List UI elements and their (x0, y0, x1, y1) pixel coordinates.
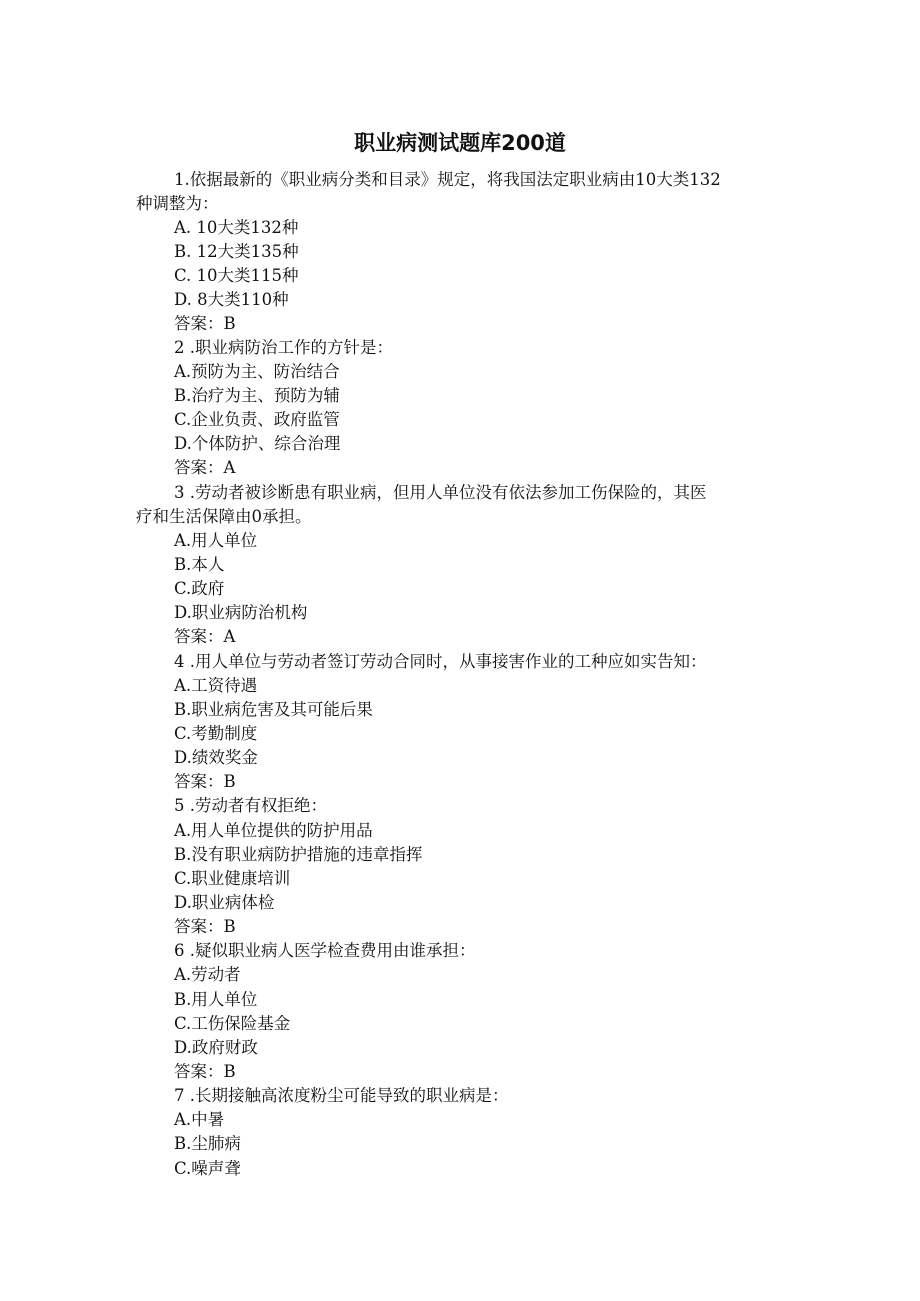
q1-option-a: A. 10大类132种 (174, 218, 299, 237)
q7-stem: 7 .长期接触高浓度粉尘可能导致的职业病是： (174, 1086, 509, 1105)
q7-option-c: C.噪声聋 (174, 1159, 241, 1178)
document-title: 职业病测试题库200道 (354, 131, 566, 155)
q4-option-b: B.职业病危害及其可能后果 (174, 700, 373, 719)
q1-option-d: D. 8大类110种 (174, 290, 289, 309)
q6-answer: 答案：B (174, 1062, 236, 1081)
q4-option-c: C.考勤制度 (174, 724, 258, 743)
q2-option-c: C.企业负责、政府监管 (174, 410, 340, 429)
q5-option-d: D.职业病体检 (174, 893, 275, 912)
q3-option-a: A.用人单位 (174, 531, 258, 550)
q3-stem-line1: 3 .劳动者被诊断患有职业病，但用人单位没有依法参加工伤保险的，其医 (174, 483, 707, 502)
q2-option-d: D.个体防护、综合治理 (174, 434, 341, 453)
q5-option-a: A.用人单位提供的防护用品 (174, 821, 373, 840)
q2-answer: 答案：A (174, 458, 236, 477)
q3-answer: 答案：A (174, 627, 236, 646)
q4-option-a: A.工资待遇 (174, 676, 258, 695)
q1-stem-line1: 1.依据最新的《职业病分类和目录》规定，将我国法定职业病由10大类132 (174, 170, 721, 189)
q5-option-c: C.职业健康培训 (174, 869, 291, 888)
q2-stem: 2 .职业病防治工作的方针是： (174, 338, 393, 357)
q6-option-b: B.用人单位 (174, 990, 258, 1009)
q5-answer: 答案：B (174, 917, 236, 936)
q2-option-a: A.预防为主、防治结合 (174, 362, 340, 381)
q7-option-a: A.中暑 (174, 1110, 225, 1129)
q3-stem-line2: 疗和生活保障由0承担。 (136, 507, 312, 526)
q1-answer: 答案：B (174, 314, 236, 333)
q3-option-c: C.政府 (174, 579, 225, 598)
q1-option-c: C. 10大类115种 (174, 266, 299, 285)
q6-option-d: D.政府财政 (174, 1038, 258, 1057)
q6-option-a: A.劳动者 (174, 965, 241, 984)
q6-stem: 6 .疑似职业病人医学检查费用由谁承担： (174, 941, 476, 960)
q6-option-c: C.工伤保险基金 (174, 1014, 291, 1033)
q1-option-b: B. 12大类135种 (174, 242, 299, 261)
q5-stem: 5 .劳动者有权拒绝： (174, 796, 327, 815)
q2-option-b: B.治疗为主、预防为辅 (174, 386, 340, 405)
q1-stem-line2: 种调整为： (136, 194, 219, 213)
q5-option-b: B.没有职业病防护措施的违章指挥 (174, 845, 423, 864)
q3-option-d: D.职业病防治机构 (174, 603, 308, 622)
q4-stem: 4 .用人单位与劳动者签订劳动合同时，从事接害作业的工种应如实告知： (174, 652, 707, 671)
q4-option-d: D.绩效奖金 (174, 748, 258, 767)
q3-option-b: B.本人 (174, 555, 225, 574)
q4-answer: 答案：B (174, 772, 236, 791)
q7-option-b: B.尘肺病 (174, 1134, 241, 1153)
